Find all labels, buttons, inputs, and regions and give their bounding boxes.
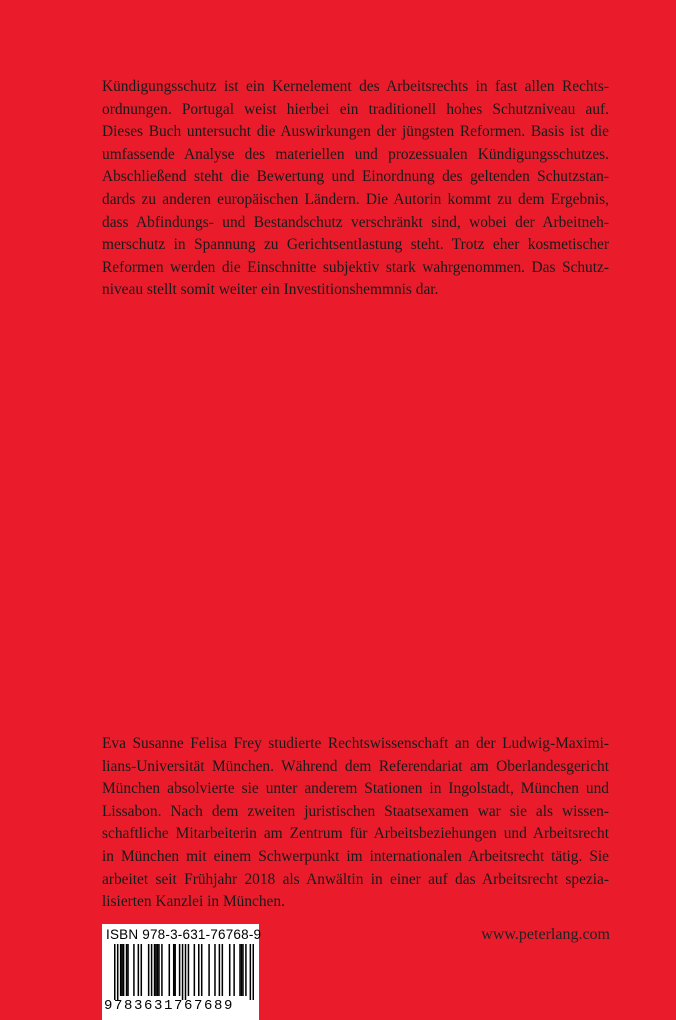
barcode-bar [179,944,181,996]
blurb-line: Abschließend steht die Bewertung und Einordnung des geltenden Schutzstan- [102,168,609,186]
publisher-url[interactable]: www.peterlang.com [481,926,610,943]
barcode-bar [121,944,123,996]
blurb-line: ordnungen. Portugal weist hierbei ein traditionell hohes Schutzniveau auf. [102,100,609,118]
barcode-bar [141,944,143,996]
barcode-bar [154,944,156,996]
barcode-bar [214,944,216,996]
bio-line: lians-Universität München. Während dem Referendariat am Oberlandesgericht [102,757,609,775]
barcode-bar [239,944,241,996]
barcode-bar [245,944,247,996]
barcode-bar [114,944,116,1000]
ean-digits: 9783631767689 [104,998,235,1014]
barcode-bar [198,944,200,996]
barcode-bar [151,944,153,996]
blurb-line: merschutz in Spannung zu Gerichtsentlastung steht. Trotz eher kosmetischer [102,236,609,254]
isbn-label: ISBN 978-3-631-76768-9 [106,927,262,942]
barcode-bar [138,944,140,996]
blurb-line: Kündigungsschutz ist ein Kernelement des Arbeitsrechts in fast allen Rechts- [102,78,609,95]
blurb-line: niveau stellt somit weiter ein Investitionshemmnis dar. [102,281,439,299]
barcode-bar [173,944,175,996]
barcode-bar [161,944,163,996]
barcode-bar [123,944,125,996]
barcode-bar [182,944,184,1000]
bio-line: in München mit einem Schwerpunkt im internationalen Arbeitsrecht tätig. Sie [102,847,609,865]
barcode-bar [250,944,252,1000]
barcode-bar [222,944,224,996]
barcode-bar [208,944,210,996]
barcode-bar [155,944,157,996]
blurb-line: Dieses Buch untersucht die Auswirkungen der jüngsten Reformen. Basis ist die [102,123,609,141]
blurb-text [102,76,609,302]
bio-line: Lissabon. Nach dem zweiten juristischen Staatsexamen war sie als wissen- [102,802,609,820]
bio-line: München absolvierte sie unter anderem Stationen in Ingolstadt, München und [102,780,609,798]
blurb-line: dass Abfindungs- und Bestandschutz verschränkt sind, wobei der Arbeitneh- [102,213,609,231]
barcode-bar [229,944,231,996]
barcode-bar [126,944,128,996]
bio-line: schaftliche Mitarbeiterin am Zentrum für Arbeitsbeziehungen und Arbeitsrecht [102,825,609,843]
barcode-bar [158,944,160,996]
barcode-bar [174,944,176,996]
barcode-bars [114,944,254,1000]
barcode-bar [185,944,187,1000]
blurb-line: dards zu anderen europäischen Ländern. Die Autorin kommt zu dem Ergebnis, [102,190,609,208]
barcode-bar [120,944,122,996]
barcode-bar [117,944,119,1000]
barcode-bar [194,944,196,996]
barcode-bar [157,944,159,996]
blurb-line: umfassende Analyse des materiellen und prozessualen Kündigungsschutzes. [102,145,609,163]
barcode-bar [188,944,190,996]
barcode-bar [169,944,171,996]
barcode-bar [148,944,150,996]
barcode-bar [127,944,129,996]
blurb-line: Reformen werden die Einschnitte subjektiv stark wahrgenommen. Das Schutz- [102,258,609,276]
barcode-bar [219,944,221,996]
isbn-barcode [102,924,262,1020]
barcode-bar [133,944,135,996]
bio-line: Eva Susanne Felisa Frey studierte Rechtswissenschaft an der Ludwig-Maximi- [102,735,609,752]
barcode-bar [242,944,244,996]
barcode-bar [233,944,235,996]
author-bio [102,733,609,914]
bio-line: lisierten Kanzlei in München. [102,893,285,911]
bio-line: arbeitet seit Frühjahr 2018 als Anwältin in einer auf das Arbeitsrecht spezia- [102,870,609,888]
barcode-bar [241,944,243,996]
barcode-bar [253,944,254,1000]
barcode-bar [201,944,203,996]
